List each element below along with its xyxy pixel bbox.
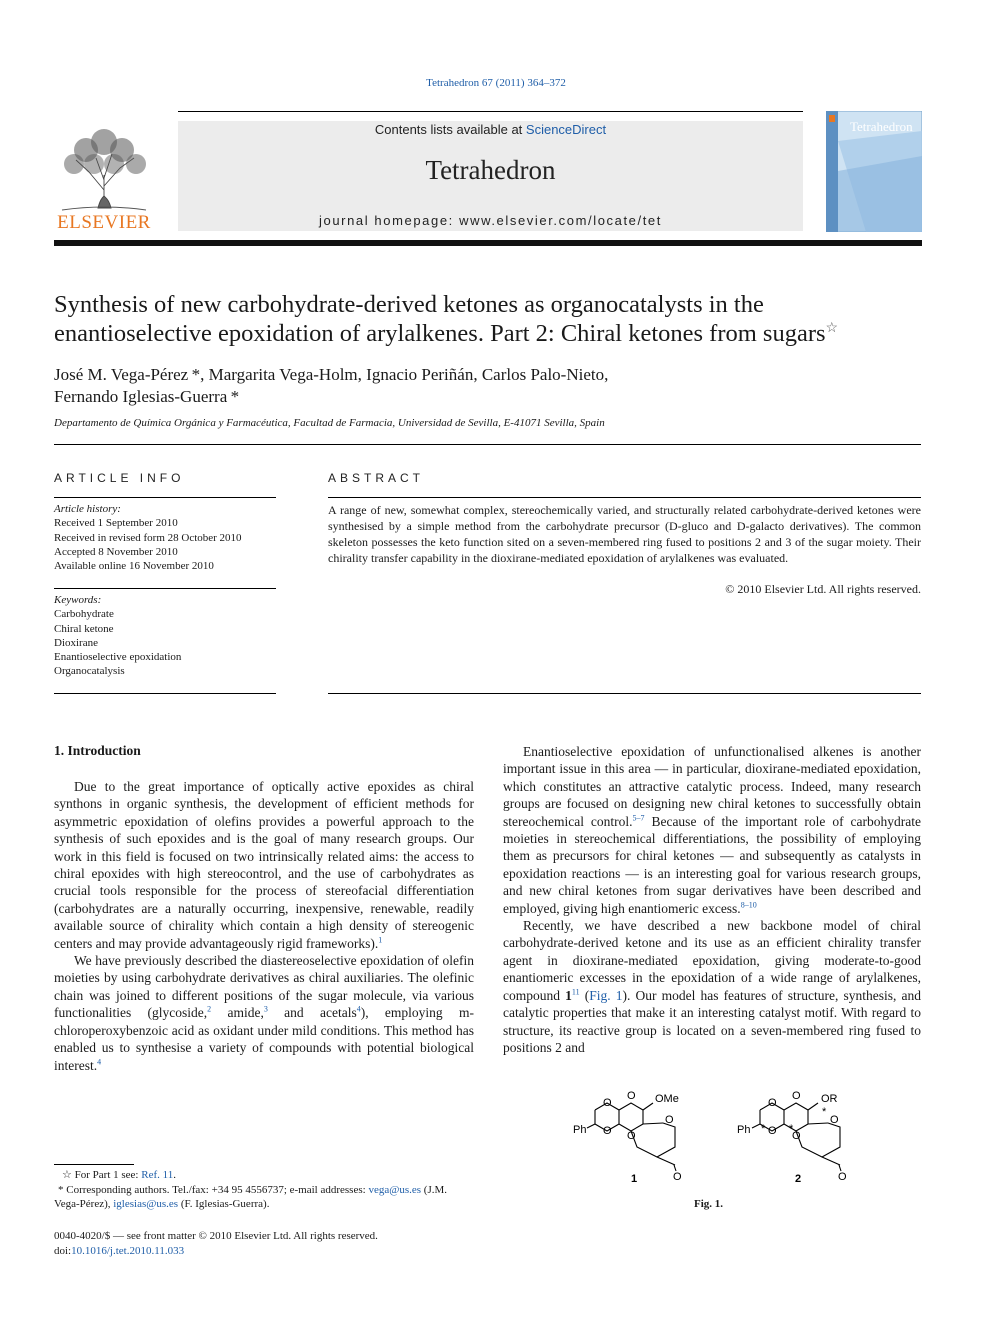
abstract-heading: ABSTRACT [328,471,425,485]
affiliation: Departamento de Química Orgánica y Farmacéutica, Facultad de Farmacia, Universidad de Sevilla, E-41071 Sevilla, Spain [54,417,605,429]
stereo-star: * [789,1123,794,1135]
author-list [54,364,934,408]
oxygen-label: O [792,1090,801,1102]
oxygen-label: O [768,1125,777,1137]
footnotes [54,1168,474,1212]
figure-1 [565,1085,865,1190]
elsevier-wordmark: ELSEVIER [57,212,151,233]
history-received: Received 1 September 2010 [54,517,178,530]
reference-link[interactable]: Ref. 11 [141,1169,174,1181]
intro-paragraph-3 [503,743,921,917]
reference-link[interactable]: 1 [378,935,383,945]
footnote-rule [54,1164,134,1165]
introduction-heading: 1. Introduction [54,743,141,758]
elsevier-logo[interactable] [54,120,154,232]
keywords-rule [54,588,276,589]
intro-paragraph-4: Recently, we have described a new backbone model of chiral carbohydrate-derived ketone and its use as an efficient chirality transfer agent in dioxirane-mediated epoxidation, giving moderate-to-good enantiomeric excesses in the epoxidation of a wide range of arylalkenes, compound $1^{11}$ (Fig. 1). Our model has features of structure, synthesis, and catalytic properties that make it an interesting catalyst motif. With regard to structure, its reactive group is located on a seven-membered ring fused to positions 2 and [503,918,921,1055]
article-title [54,290,934,348]
header-thick-rule [54,240,922,246]
email-link[interactable]: vega@us.es [368,1183,422,1196]
footnote-2-mid: (J.M. Vega-Pérez), [54,1183,448,1211]
footnote-1: ☆ For Part 1 see: Ref. 11. [62,1169,176,1181]
right-column-text [503,743,921,1056]
journal-reference[interactable]: Tetrahedron 67 (2011) 364–372 [426,77,566,89]
oxygen-label: O [627,1090,636,1102]
reference-link[interactable]: 11 [571,987,580,997]
email-link[interactable]: iglesias@us.es [113,1198,179,1211]
intro-p4-text-b: . Our model has features of structure, synthesis, and catalytic properties that make it an interesting catalyst motif. With regard to structure, its reactive group is located on a seven-membered ring fused to positions 2 and [503,987,921,1055]
oxygen-label: O [665,1114,674,1126]
left-column-text [54,778,474,1074]
authors-line-2: Fernando Iglesias-Guerra * [54,387,240,406]
abstract-bottom-rule [328,693,921,694]
history-revised: Received in revised form 28 October 2010 [54,531,242,544]
phenyl-label: Ph [737,1124,751,1136]
carbonyl-oxygen-label: O [838,1171,847,1183]
article-history [54,502,276,573]
keywords [54,593,276,679]
intro-p3-text-b: Because of the important role of carbohydrate moieties in stereochemical differentiations, the possibility of employing them as precursors for chiral ketones — and subsequently as catalysts in epoxidation reactions — is an interesting goal for various research groups, and new chiral ketones from sugar derivatives have been described and employed, giving high enantiomeric excess. [503,813,921,916]
phenyl-label: Ph [573,1124,587,1136]
oxygen-label: O [792,1130,801,1142]
reference-link[interactable]: 4 [97,1057,102,1066]
reference-link[interactable]: 8–10 [740,900,757,910]
footnote-2-text: * Corresponding authors. Tel./fax: +34 95 4556737; e-mail addresses: [58,1183,369,1196]
oxygen-label: O [627,1130,636,1142]
history-label: Article history: [54,503,121,515]
reference-link[interactable]: 4 [356,1004,361,1014]
oxygen-label: O [768,1097,777,1109]
header-top-rule [178,111,803,112]
substituent-ome: OMe [655,1093,679,1105]
keyword-item: Organocatalysis [54,665,125,678]
intro-paragraph-1 [54,778,474,952]
figure-link[interactable]: Fig. 1 [589,987,623,1003]
carbonyl-oxygen-label: O [673,1171,682,1183]
history-online: Available online 16 November 2010 [54,560,214,573]
oxygen-label: O [603,1125,612,1137]
footnote-star: ☆ [62,1169,72,1181]
keyword-item: Dioxirane [54,636,98,649]
footnote-2 [54,1183,474,1212]
front-matter: 0040-4020/$ — see front matter © 2010 Elsevier Ltd. All rights reserved. [54,1230,378,1242]
intro-p2-text-c: and acetals [267,1005,357,1021]
publication-info [54,1229,378,1258]
compound-2-label: 2 [795,1173,802,1185]
reference-link[interactable]: 3 [263,1004,268,1014]
journal-homepage[interactable]: journal homepage: www.elsevier.com/locate/tet [319,213,662,228]
journal-title: Tetrahedron [425,155,556,185]
history-accepted: Accepted 8 November 2010 [54,545,178,558]
keyword-item: Chiral ketone [54,622,114,635]
stereo-star: * [822,1106,827,1118]
oxygen-label: O [603,1097,612,1109]
substituent-or: OR [821,1093,838,1105]
intro-paragraph-2 [54,952,474,1074]
article-info-bottom-rule [54,693,276,694]
compound-number: 1 [565,987,572,1003]
reference-link[interactable]: 2 [207,1004,212,1014]
title-line-2: enantioselective epoxidation of arylalkenes. Part 2: Chiral ketones from sugars [54,320,826,347]
cover-title: Tetrahedron [850,119,913,134]
footnote-1-text: For Part 1 see: [71,1169,142,1181]
title-line-1: Synthesis of new carbohydrate-derived ketones as organocatalysts in the [54,291,764,318]
contents-prefix: Contents lists available at [374,122,526,137]
doi-link[interactable]: 10.1016/j.tet.2010.11.033 [71,1244,185,1257]
intro-p2-text-b: amide, [211,1005,264,1021]
keywords-label: Keywords: [54,594,102,606]
chemical-structures [565,1085,865,1190]
intro-p4-text-a: Recently, we have described a new backbone model of chiral carbohydrate-derived ketone and its use as an efficient chirality transfer agent in dioxirane-mediated epoxidation, giving moderate-to-good enantiomeric excesses in the epoxidation of a wide range of arylalkenes, compound [503,918,921,1003]
keyword-item: Enantioselective epoxidation [54,651,182,664]
keyword-item: Carbohydrate [54,608,114,621]
intro-p2-text-d: ), employing m-chloroperoxybenzoic acid as oxidant under mild conditions. This method has enabled us to synthesise a variety of compounds with potential biological interest. [54,1005,474,1073]
compound-1-label: 1 [631,1173,638,1185]
abstract-copyright: © 2010 Elsevier Ltd. All rights reserved. [725,582,921,596]
journal-cover[interactable] [826,111,922,232]
sciencedirect-link[interactable]: ScienceDirect [525,122,607,137]
intro-p3-text-a: Enantioselective epoxidation of unfunctionalised alkenes is another important issue in this area — in particular, dioxirane-mediated epoxidation, which constitutes an attractive catalytic process. Indeed, many research groups are focused on designing new chiral ketones to successfully obtain stereochemical control. [503,744,921,829]
intro-p1-text: Due to the great importance of optically active epoxides as chiral synthons in organic synthesis, the development of efficient methods for asymmetric epoxidation of olefins provides a powerful approach to the synthesis of such epoxides and is the goal of many research groups. Our work in this field is focused on two intrinsically related aims: the access to chiral epoxides with high stereocontrol, and the use of carbohydrates as crucial tools responsible for the process of stereofacial differentiation (carbohydrates are a naturally occurring, inexpensive, renewable, readily available source of chirality which contain a high density of stereogenic centers and may provide advantageously rigid frameworks). [54,779,474,951]
article-info-rule [54,497,276,498]
stereo-star: * [761,1123,766,1135]
abstract-rule [328,497,921,498]
reference-link[interactable]: 5–7 [632,813,645,823]
intro-p2-text-a: We have previously described the diastereoselective epoxidation of olefin moieties by using carbohydrate derivatives as chiral auxiliaries. The olefinic chain was joined to different positions of the sugar molecule, via various functionalities (glycoside, [54,953,474,1021]
title-footnote-star[interactable]: ☆ [825,320,839,336]
oxygen-label: O [830,1114,839,1126]
title-divider [54,444,921,445]
abstract-text: A range of new, somewhat complex, stereochemically varied, and structurally related carbohydrate-derived ketones were synthesised by a simple method from the carbohydrate precursor (D-gluco and D-galacto derivatives). The common skeleton possesses the keto function sited on a seven-membered ring fused to positions 2 and 3 of the sugar moiety. Their chirality transfer capability in the dioxirane-mediated epoxidation of arylalkenes was evaluated. [328,503,921,565]
footnote-2-end: (F. Iglesias-Guerra). [178,1198,270,1211]
authors-line-1: José M. Vega-Pérez *, Margarita Vega-Holm, Ignacio Periñán, Carlos Palo-Nieto, [54,365,609,384]
contents-line [178,122,803,137]
article-info-heading: ARTICLE INFO [54,471,185,485]
doi-prefix: doi: [54,1244,72,1257]
figure-caption: Fig. 1. [694,1198,724,1210]
